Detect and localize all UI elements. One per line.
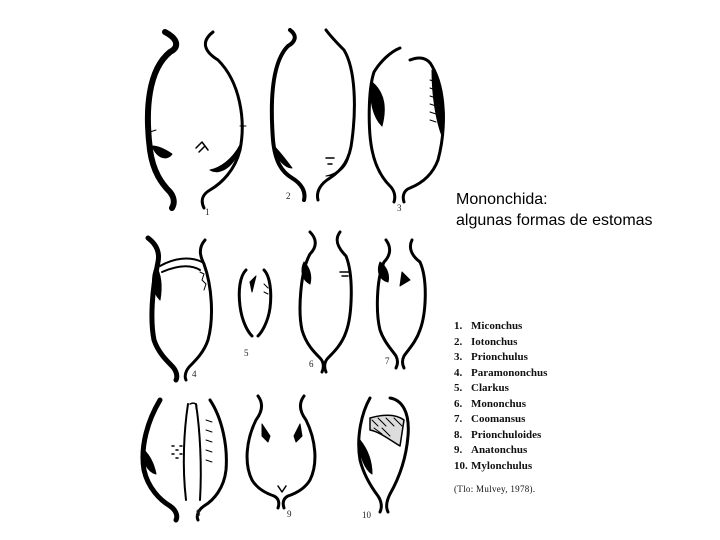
figure-number-8: 8 bbox=[196, 508, 201, 518]
figure-number-1: 1 bbox=[205, 207, 210, 217]
stoma-drawing-4 bbox=[148, 238, 211, 380]
legend-item-number: 9. bbox=[454, 444, 463, 456]
figure-number-10: 10 bbox=[362, 510, 371, 520]
stoma-drawing-6 bbox=[300, 232, 351, 372]
legend-item-name: Miconchus bbox=[471, 320, 523, 332]
legend-item-name: Prionchuloides bbox=[471, 428, 542, 441]
legend-item-name: Prionchulus bbox=[471, 351, 528, 363]
figure-number-9: 9 bbox=[287, 509, 292, 519]
legend-item bbox=[454, 412, 614, 428]
figure-number-7: 7 bbox=[385, 356, 390, 366]
legend-item-number: 5. bbox=[454, 382, 463, 394]
stoma-drawing-3 bbox=[369, 48, 444, 202]
legend-item-number: 2. bbox=[454, 335, 463, 348]
legend-source: (Tlo: Mulvey, 1978). bbox=[454, 484, 536, 494]
legend-item-name: Coomansus bbox=[471, 413, 526, 425]
legend-item bbox=[454, 381, 614, 397]
slide-caption bbox=[456, 189, 706, 231]
legend-item-number: 3. bbox=[454, 351, 463, 363]
legend-item bbox=[454, 335, 614, 351]
caption-line-2: algunas formas de estomas bbox=[456, 212, 653, 229]
legend-item-name: Paramononchus bbox=[471, 366, 548, 379]
legend-item-name: Clarkus bbox=[471, 382, 509, 394]
legend-item-number: 7. bbox=[454, 413, 463, 425]
legend-item-name: Iotonchus bbox=[471, 335, 518, 348]
legend-item bbox=[454, 459, 614, 475]
legend-item-name: Anatonchus bbox=[471, 444, 528, 456]
legend-item bbox=[454, 443, 614, 459]
legend-item-number: 8. bbox=[454, 428, 463, 441]
legend-item-number: 10. bbox=[454, 459, 468, 472]
figure-number-4: 4 bbox=[192, 369, 197, 379]
caption-line-1: Mononchida: bbox=[456, 191, 548, 208]
stoma-drawing-7 bbox=[377, 240, 425, 368]
legend-item bbox=[454, 397, 614, 413]
legend-item bbox=[454, 319, 614, 335]
stoma-drawing-9 bbox=[247, 396, 315, 508]
genus-legend bbox=[454, 319, 614, 494]
legend-item-number: 1. bbox=[454, 320, 463, 332]
legend-item bbox=[454, 366, 614, 382]
stoma-drawing-8 bbox=[143, 400, 226, 520]
figure-number-3: 3 bbox=[397, 203, 402, 213]
figure-number-5: 5 bbox=[244, 348, 249, 358]
legend-item-number: 6. bbox=[454, 397, 463, 410]
figure-number-2: 2 bbox=[286, 191, 291, 201]
legend-item bbox=[454, 428, 614, 444]
stoma-drawing-5 bbox=[239, 270, 271, 336]
figure-number-6: 6 bbox=[309, 359, 314, 369]
stoma-drawing-1 bbox=[148, 32, 246, 208]
legend-item-number: 4. bbox=[454, 366, 463, 379]
legend-item-name: Mononchus bbox=[471, 397, 527, 410]
legend-item-name: Mylonchulus bbox=[471, 459, 533, 472]
legend-item bbox=[454, 350, 614, 366]
stoma-drawing-2 bbox=[272, 30, 355, 200]
stoma-drawing-10 bbox=[359, 398, 409, 512]
